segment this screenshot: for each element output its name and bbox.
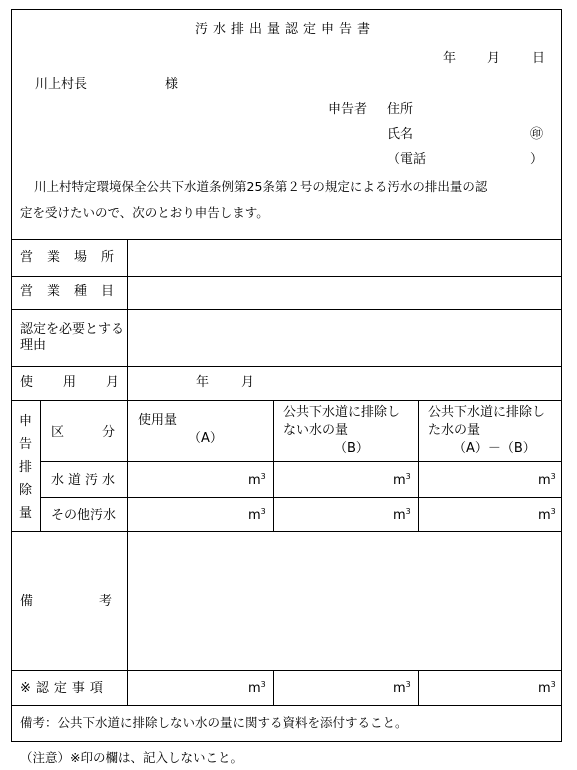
month-year-label: 年 xyxy=(196,375,210,390)
addressee-honorific: 様 xyxy=(165,77,179,92)
unit-other-b xyxy=(393,509,411,522)
phone-open: （電話 xyxy=(387,152,427,167)
not-discharged-line-3: （B） xyxy=(334,441,369,456)
addressee-name: 川上村長 xyxy=(35,77,88,92)
label-water-supply: 水道汚水 xyxy=(51,473,120,488)
seal-mark: ㊞ xyxy=(530,127,544,142)
unit-water-a xyxy=(248,474,266,487)
address-label: 住所 xyxy=(387,102,414,117)
unit-water-b-sup: 3 xyxy=(405,472,411,481)
discharged-line-1: 公共下水道に排除し xyxy=(428,405,546,420)
unit-other-c xyxy=(538,509,556,522)
usage-header-line-2: （A） xyxy=(188,431,223,446)
unit-other-a-sup: 3 xyxy=(260,507,266,516)
date-year-label: 年 xyxy=(443,51,457,66)
discharged-line-2: た水の量 xyxy=(428,423,481,438)
unit-water-b-m: m xyxy=(393,473,406,488)
unit-water-a-sup: 3 xyxy=(260,472,266,481)
unit-approval-a xyxy=(248,682,266,695)
intro-line-1: 川上村特定環境保全公共下水道条例第25条第２号の規定による汚水の排出量の認 xyxy=(34,179,488,194)
declared-column-line xyxy=(40,400,41,531)
label-business-type: 営業種目 xyxy=(20,284,129,299)
divider-row-2 xyxy=(11,309,562,310)
unit-other-c-sup: 3 xyxy=(550,507,556,516)
label-business-place-text: 営業場所 xyxy=(20,250,129,265)
divider-row-6 xyxy=(11,670,562,671)
unit-other-c-m: m xyxy=(538,508,551,523)
unit-other-a xyxy=(248,509,266,522)
unit-water-a-m: m xyxy=(248,473,261,488)
divider-header xyxy=(11,239,562,240)
unit-other-b-m: m xyxy=(393,508,406,523)
intro-line-2: 定を受けたいので、次のとおり申告します。 xyxy=(20,205,269,220)
unit-water-c-m: m xyxy=(538,473,551,488)
unit-approval-c-m: m xyxy=(538,681,551,696)
label-month: 使用月 xyxy=(20,375,150,390)
month-month-label: 月 xyxy=(241,375,255,390)
form-title: 汚水排出量認定申告書 xyxy=(195,22,376,37)
discharged-line-3: （A）－（B） xyxy=(453,441,536,456)
label-reason: 認定を必要とする理由 xyxy=(20,322,125,353)
unit-approval-b-sup: 3 xyxy=(405,680,411,689)
divider-declared-mid xyxy=(40,497,562,498)
label-column-line xyxy=(127,239,128,705)
approval-col-b-line xyxy=(273,670,274,705)
label-business-place xyxy=(20,250,129,265)
unit-water-c xyxy=(538,474,556,487)
unit-approval-b-m: m xyxy=(393,681,406,696)
usage-header-line-1: 使用量 xyxy=(138,413,178,428)
col-b-line xyxy=(273,400,274,531)
date-month-label: 月 xyxy=(487,51,501,66)
not-discharged-line-2: ない水の量 xyxy=(283,423,349,438)
approval-col-c-line xyxy=(418,670,419,705)
not-discharged-line-1: 公共下水道に排除し xyxy=(283,405,401,420)
divider-row-3 xyxy=(11,366,562,367)
date-day-label: 日 xyxy=(532,51,546,66)
unit-water-b xyxy=(393,474,411,487)
name-label: 氏名 xyxy=(387,127,414,142)
unit-approval-a-m: m xyxy=(248,681,261,696)
unit-water-c-sup: 3 xyxy=(550,472,556,481)
label-other: その他汚水 xyxy=(51,508,117,523)
unit-approval-b xyxy=(393,682,411,695)
unit-other-b-sup: 3 xyxy=(405,507,411,516)
phone-close: ） xyxy=(530,152,544,167)
footer-note: 備考：公共下水道に排除しない水の量に関する資料を添付すること。 xyxy=(20,715,408,730)
label-remarks: 備考 xyxy=(20,594,179,609)
divider-row-4 xyxy=(11,400,562,401)
divider-declared-header xyxy=(40,461,562,462)
applicant-label: 申告者 xyxy=(328,102,368,117)
label-category: 区分 xyxy=(51,425,154,440)
divider-row-1 xyxy=(11,276,562,277)
divider-row-7 xyxy=(11,705,562,706)
unit-approval-c-sup: 3 xyxy=(550,680,556,689)
label-approval: ※認定事項 xyxy=(20,681,108,696)
caution-note: （注意）※印の欄は、記入しないこと。 xyxy=(20,750,243,765)
col-c-line xyxy=(418,400,419,531)
label-declared: 申告排除量 xyxy=(19,414,33,521)
unit-other-a-m: m xyxy=(248,508,261,523)
divider-row-5 xyxy=(11,531,562,532)
unit-approval-a-sup: 3 xyxy=(260,680,266,689)
unit-approval-c xyxy=(538,682,556,695)
